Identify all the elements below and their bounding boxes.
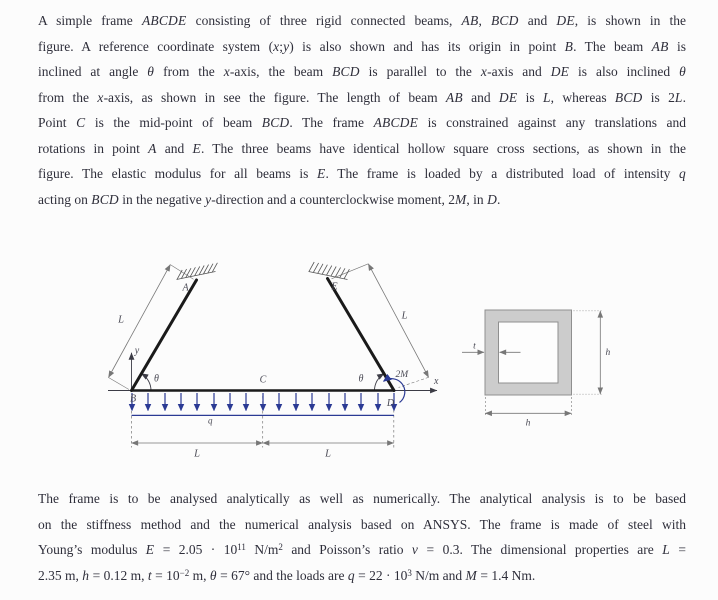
text-line: Young’s modulus $E = 2.05 \cdot 10^{11}$ $N/m^2$ and Poisson’s ratio v = 0.3. The dimensional properties are L =	[38, 542, 687, 557]
coordinate-axes	[108, 353, 437, 391]
node-label-e: E	[331, 281, 338, 293]
text-line: from the x-axis, as shown in see the figure. The length of beam AB and DE is L, whereas BCD is 2L.	[38, 89, 686, 105]
load-label-q: q	[208, 415, 213, 426]
angle-arc-at-b	[141, 374, 151, 391]
text-line: acting on BCD in the negative y-direction and a counterclockwise moment, 2M, in D.	[38, 191, 501, 207]
angle-arc-at-d	[374, 374, 384, 391]
dim-extension	[109, 378, 130, 390]
cross-section	[462, 310, 611, 429]
text-line: The frame is to be analysed analytically as well as numerically. The analytical analysis is to be based	[38, 491, 686, 506]
width-label-h: h	[525, 418, 531, 429]
distributed-load	[129, 379, 405, 416]
node-label-d: D	[386, 398, 395, 409]
dim-label-cd: L	[325, 448, 331, 460]
text-line: rotations in point A and E. The three beams have identical hollow square cross sections, as shown in the	[38, 140, 687, 156]
moment-label-2m: 2M	[395, 370, 409, 380]
angle-label-d: θ	[358, 373, 364, 385]
text-line: on the stiffness method and the numerical analysis based on ANSYS. The frame is made of steel with	[38, 516, 686, 532]
dim-label-ab: L	[118, 314, 124, 326]
angle-label-b: θ	[154, 373, 159, 385]
paragraph-analysis-description	[38, 486, 686, 588]
text-line: inclined at angle θ from the x-axis, the beam BCD is parallel to the x-axis and DE is also inclined θ	[38, 64, 686, 79]
fixed-support-a	[177, 263, 218, 280]
text-line: Point C is the mid-point of beam BCD. The frame ABCDE is constrained against any translations and	[38, 115, 687, 130]
y-axis-label: y	[134, 345, 140, 357]
dim-label-de: L	[401, 310, 408, 322]
text-line: 2.35 m, h = 0.12 m, $t = 10^{-2}$ m, θ = 67° and the loads are $q = 22 \cdot 10^3$ N/m and M = 1.4 Nm.	[38, 567, 536, 583]
thickness-label-t: t	[473, 341, 476, 352]
text-line: figure. The elastic modulus for all beams is E. The frame is loaded by a distributed load of intensity q	[38, 166, 686, 181]
height-label-h: h	[605, 348, 611, 358]
dim-label-bc: L	[194, 448, 200, 460]
node-label-c: C	[259, 374, 267, 386]
beam-ab	[132, 280, 197, 391]
x-axis-label: x	[434, 376, 439, 387]
text-line: figure. A reference coordinate system (x;y) is also shown and has its origin in point B. The beam AB is	[38, 38, 686, 54]
dimension-lines	[109, 264, 429, 448]
fixed-support-e	[309, 262, 350, 280]
dim-extension	[332, 264, 369, 279]
text-line: A simple frame ABCDE consisting of three rigid connected beams, AB, BCD and DE, is shown in the	[38, 13, 686, 28]
node-label-a: A	[182, 282, 189, 294]
node-label-b: B	[129, 393, 137, 405]
